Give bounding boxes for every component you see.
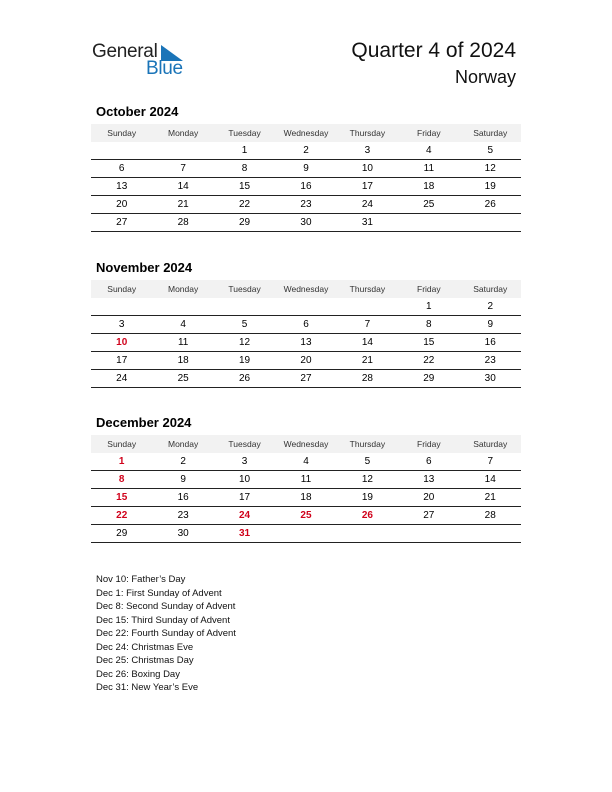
day-cell: 21 — [484, 492, 496, 503]
day-cell: 1 — [241, 145, 248, 156]
day-cell: 8 — [241, 163, 248, 174]
day-cell: 9 — [487, 319, 494, 330]
weekday-header — [91, 124, 521, 142]
week-row — [91, 197, 521, 214]
week-row — [91, 454, 521, 471]
weekday-label: Thursday — [349, 284, 386, 294]
holiday-note: Dec 26: Boxing Day — [96, 668, 180, 680]
day-cell — [91, 299, 152, 315]
day-cell: 18 — [300, 492, 312, 503]
week-row — [91, 353, 521, 370]
day-cell — [460, 215, 521, 231]
logo-text-general: General — [92, 41, 158, 62]
day-cell: 5 — [364, 456, 371, 467]
day-cell: 19 — [361, 492, 373, 503]
day-cell: 6 — [426, 456, 432, 467]
weekday-label: Friday — [417, 128, 441, 138]
week-row — [91, 143, 521, 160]
logo-text-blue: Blue — [146, 58, 183, 79]
day-cell: 1 — [426, 301, 432, 312]
weekday-label: Tuesday — [228, 439, 261, 449]
day-cell: 8 — [118, 474, 125, 485]
day-cell: 10 — [361, 163, 373, 174]
day-cell: 13 — [300, 337, 312, 348]
day-cell: 19 — [484, 181, 496, 192]
day-cell: 5 — [241, 319, 248, 330]
week-row — [91, 215, 521, 232]
day-cell: 28 — [361, 373, 373, 384]
day-cell: 27 — [116, 217, 128, 228]
weekday-label: Monday — [168, 284, 199, 294]
day-cell — [91, 143, 152, 159]
day-cell: 5 — [487, 145, 494, 156]
day-cell: 10 — [238, 474, 251, 485]
day-cell: 29 — [116, 528, 128, 539]
week-row — [91, 371, 521, 388]
day-cell: 24 — [238, 510, 251, 521]
day-cell — [275, 299, 336, 315]
weekday-label: Saturday — [473, 284, 508, 294]
holiday-note: Dec 31: New Year’s Eve — [96, 682, 199, 693]
day-cell: 15 — [238, 181, 251, 192]
weekday-label: Friday — [417, 284, 441, 294]
day-cell — [398, 526, 459, 542]
month-calendar — [91, 259, 521, 388]
day-cell: 25 — [300, 510, 312, 521]
week-row — [91, 335, 521, 352]
day-cell — [152, 299, 213, 315]
day-cell: 30 — [484, 373, 496, 384]
day-cell: 23 — [300, 199, 312, 210]
day-cell: 26 — [484, 199, 496, 210]
day-cell: 4 — [303, 456, 309, 467]
day-cell: 20 — [300, 355, 312, 366]
day-cell: 20 — [423, 492, 435, 503]
day-cell: 21 — [361, 355, 373, 366]
weekday-label: Thursday — [349, 439, 386, 449]
day-cell: 4 — [180, 319, 186, 330]
weekday-header — [91, 435, 521, 453]
day-cell: 17 — [116, 355, 128, 366]
week-row — [91, 299, 521, 316]
month-title: October 2024 — [96, 104, 179, 119]
day-cell: 16 — [484, 337, 496, 348]
day-cell: 28 — [484, 510, 496, 521]
weekday-label: Tuesday — [228, 128, 261, 138]
weekday-header — [91, 280, 521, 298]
month-title: December 2024 — [96, 415, 192, 430]
day-cell: 8 — [426, 319, 432, 330]
day-cell: 30 — [300, 217, 312, 228]
day-cell: 30 — [177, 528, 189, 539]
day-cell: 21 — [177, 199, 189, 210]
day-cell: 29 — [238, 217, 251, 228]
day-cell: 25 — [423, 199, 435, 210]
day-cell: 6 — [303, 319, 309, 330]
day-cell: 7 — [487, 456, 494, 467]
day-cell: 7 — [180, 163, 186, 174]
week-row — [91, 317, 521, 334]
weekday-label: Wednesday — [283, 128, 329, 138]
day-cell: 23 — [177, 510, 189, 521]
day-cell: 26 — [361, 510, 373, 521]
day-cell: 11 — [423, 163, 435, 174]
day-cell: 31 — [361, 217, 373, 228]
day-cell: 16 — [300, 181, 312, 192]
day-cell: 31 — [238, 528, 251, 539]
day-cell — [337, 299, 398, 315]
day-cell: 18 — [177, 355, 189, 366]
day-cell: 27 — [423, 510, 435, 521]
day-cell: 3 — [118, 319, 125, 330]
day-cell: 12 — [484, 163, 496, 174]
country-name: Norway — [454, 67, 516, 87]
day-cell: 14 — [484, 474, 496, 485]
day-cell: 2 — [180, 456, 186, 467]
day-cell: 11 — [300, 474, 312, 485]
week-row — [91, 490, 521, 507]
day-cell: 24 — [361, 199, 373, 210]
day-cell: 11 — [177, 337, 189, 348]
weekday-label: Thursday — [349, 128, 386, 138]
weekday-label: Wednesday — [283, 439, 329, 449]
day-cell: 16 — [177, 492, 189, 503]
day-cell: 24 — [116, 373, 128, 384]
day-cell: 6 — [118, 163, 125, 174]
week-row — [91, 472, 521, 489]
day-cell: 26 — [238, 373, 251, 384]
weekday-label: Tuesday — [228, 284, 261, 294]
month-title: November 2024 — [96, 260, 193, 275]
day-cell: 22 — [116, 510, 128, 521]
week-row — [91, 526, 521, 543]
weekday-label: Saturday — [473, 439, 508, 449]
week-row — [91, 508, 521, 525]
day-cell: 4 — [426, 145, 432, 156]
quarter-title: Quarter 4 of 2024 — [351, 39, 516, 62]
day-cell: 14 — [361, 337, 373, 348]
day-cell: 1 — [118, 456, 125, 467]
day-cell: 17 — [238, 492, 251, 503]
day-cell: 13 — [423, 474, 435, 485]
day-cell: 10 — [116, 337, 128, 348]
weekday-label: Friday — [417, 439, 441, 449]
holiday-note: Dec 24: Christmas Eve — [96, 641, 194, 653]
day-cell: 15 — [116, 492, 128, 503]
day-cell: 14 — [177, 181, 189, 192]
week-row — [91, 179, 521, 196]
day-cell — [460, 526, 521, 542]
day-cell — [152, 143, 213, 159]
week-row — [91, 161, 521, 178]
day-cell: 15 — [423, 337, 435, 348]
day-cell: 20 — [116, 199, 128, 210]
month-calendar — [91, 414, 521, 543]
day-cell: 23 — [484, 355, 496, 366]
day-cell: 29 — [423, 373, 435, 384]
day-cell: 3 — [241, 456, 248, 467]
weekday-label: Saturday — [473, 128, 508, 138]
weekday-label: Sunday — [107, 439, 137, 449]
day-cell: 19 — [238, 355, 251, 366]
day-cell: 2 — [303, 145, 309, 156]
day-cell: 27 — [300, 373, 312, 384]
day-cell: 13 — [116, 181, 128, 192]
day-cell: 12 — [238, 337, 251, 348]
day-cell: 12 — [361, 474, 373, 485]
weekday-label: Sunday — [107, 128, 137, 138]
holiday-note: Dec 25: Christmas Day — [96, 655, 194, 666]
holiday-note: Dec 22: Fourth Sunday of Advent — [96, 628, 236, 639]
day-cell — [398, 215, 459, 231]
weekday-label: Monday — [168, 128, 199, 138]
day-cell: 25 — [177, 373, 189, 384]
holiday-note: Dec 8: Second Sunday of Advent — [96, 601, 236, 612]
day-cell: 3 — [364, 145, 371, 156]
day-cell: 18 — [423, 181, 435, 192]
day-cell: 28 — [177, 217, 189, 228]
month-calendar — [91, 103, 521, 232]
day-cell — [275, 526, 336, 542]
day-cell: 2 — [487, 301, 494, 312]
day-cell: 9 — [303, 163, 309, 174]
day-cell: 22 — [423, 355, 435, 366]
day-cell: 9 — [180, 474, 186, 485]
holiday-note: Dec 1: First Sunday of Advent — [96, 587, 222, 599]
generalblue-logo — [92, 41, 192, 81]
day-cell: 17 — [361, 181, 373, 192]
holiday-note: Nov 10: Father’s Day — [96, 574, 186, 585]
holiday-note: Dec 15: Third Sunday of Advent — [96, 614, 230, 626]
weekday-label: Wednesday — [283, 284, 329, 294]
day-cell — [214, 299, 275, 315]
day-cell — [337, 526, 398, 542]
weekday-label: Monday — [168, 439, 199, 449]
holiday-notes — [96, 573, 236, 695]
day-cell: 22 — [238, 199, 251, 210]
weekday-label: Sunday — [107, 284, 137, 294]
day-cell: 7 — [364, 319, 371, 330]
